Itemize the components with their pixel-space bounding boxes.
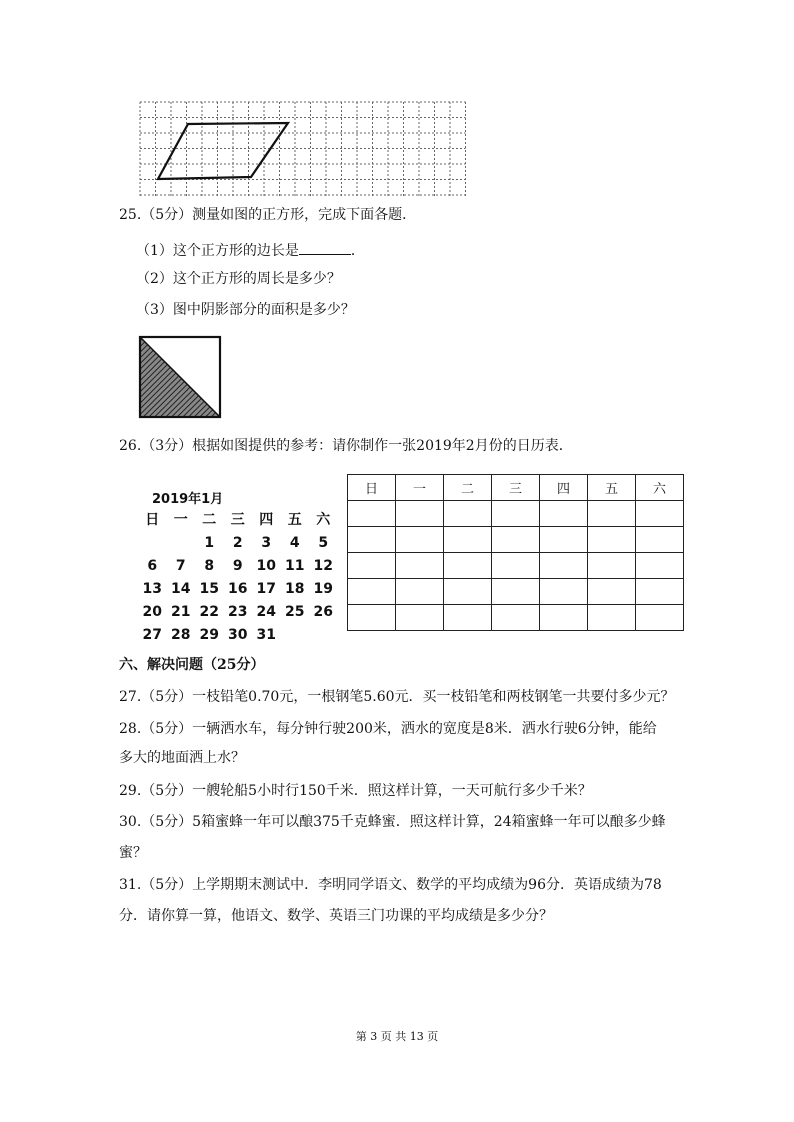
table-cell[interactable] <box>396 605 444 631</box>
table-row <box>348 527 684 553</box>
reference-calendar <box>138 488 338 647</box>
table-header-cell: 六 <box>636 475 684 501</box>
calendar-day: 12 <box>313 558 333 574</box>
table-cell[interactable] <box>588 553 636 579</box>
table-header-cell: 一 <box>396 475 444 501</box>
table-header-cell: 日 <box>348 475 396 501</box>
table-cell[interactable] <box>636 605 684 631</box>
table-header-row <box>348 475 684 501</box>
calendar-day: 31 <box>256 627 276 643</box>
calendar-day <box>167 532 196 555</box>
calendar-day: 4 <box>289 535 300 551</box>
calendar-day: 21 <box>171 604 191 620</box>
calendar-day: 6 <box>147 558 158 574</box>
calendar-day: 23 <box>228 604 248 620</box>
calendar-day: 20 <box>142 604 162 620</box>
question-26-stem: 26.（3分）根据如图提供的参考：请你制作一张2019年2月份的日历表． <box>119 438 573 454</box>
february-calendar-table <box>347 474 684 631</box>
table-cell[interactable] <box>348 553 396 579</box>
calendar-day: 10 <box>256 558 276 574</box>
calendar-day: 7 <box>175 558 186 574</box>
calendar-day: 17 <box>256 581 276 597</box>
table-cell[interactable] <box>348 605 396 631</box>
table-row <box>348 579 684 605</box>
table-cell[interactable] <box>636 501 684 527</box>
sub-1-end: ． <box>350 243 365 259</box>
question-30-cont: 蜜？ <box>119 845 147 861</box>
question-27: 27.（5分）一枝铅笔0.70元，一根钢笔5.60元．买一枝铅笔和两枝钢笔一共要付多少元？ <box>119 689 675 705</box>
calendar-week-row <box>138 532 338 555</box>
table-cell[interactable] <box>396 527 444 553</box>
calendar-day: 13 <box>142 581 162 597</box>
calendar-day: 5 <box>318 535 329 551</box>
table-cell[interactable] <box>588 527 636 553</box>
question-29: 29.（5分）一艘轮船5小时行150千米．照这样计算，一天可航行多少千米？ <box>119 783 592 799</box>
table-cell[interactable] <box>396 553 444 579</box>
table-cell[interactable] <box>492 527 540 553</box>
calendar-week-row <box>138 601 338 624</box>
question-31-cont: 分．请你算一算，他语文、数学、英语三门功课的平均成绩是多少分？ <box>119 908 553 924</box>
calendar-day: 26 <box>313 604 333 620</box>
section-6-title: 六、解决问题（25分） <box>119 657 265 673</box>
calendar-weekday: 日 <box>145 512 160 528</box>
table-header-cell: 四 <box>540 475 588 501</box>
table-cell[interactable] <box>540 527 588 553</box>
table-cell[interactable] <box>492 579 540 605</box>
calendar-day: 11 <box>285 558 305 574</box>
table-cell[interactable] <box>540 501 588 527</box>
table-row <box>348 553 684 579</box>
calendar-day: 15 <box>199 581 219 597</box>
table-cell[interactable] <box>492 553 540 579</box>
question-30: 30.（5分）5箱蜜蜂一年可以酿375千克蜂蜜．照这样计算，24箱蜜蜂一年可以酿多少蜂 <box>119 814 666 830</box>
answer-blank[interactable] <box>299 240 351 255</box>
table-cell[interactable] <box>492 501 540 527</box>
calendar-day: 18 <box>285 581 305 597</box>
table-cell[interactable] <box>396 501 444 527</box>
table-row <box>348 501 684 527</box>
calendar-day <box>281 624 310 647</box>
table-cell[interactable] <box>348 579 396 605</box>
calendar-day: 28 <box>171 627 191 643</box>
calendar-week-row <box>138 624 338 647</box>
table-cell[interactable] <box>348 527 396 553</box>
calendar-week-row <box>138 578 338 601</box>
table-header-cell: 五 <box>588 475 636 501</box>
calendar-weekday-row <box>138 509 338 532</box>
calendar-day: 1 <box>204 535 215 551</box>
table-cell[interactable] <box>444 527 492 553</box>
calendar-day: 22 <box>199 604 219 620</box>
table-cell[interactable] <box>444 605 492 631</box>
table-cell[interactable] <box>588 579 636 605</box>
calendar-day: 9 <box>232 558 243 574</box>
table-cell[interactable] <box>636 579 684 605</box>
calendar-title: 2019年1月 <box>152 492 224 507</box>
square-shaded-figure <box>136 333 226 421</box>
parallelogram <box>158 123 288 179</box>
parallelogram-grid-figure <box>138 100 474 200</box>
calendar-weekday: 六 <box>316 512 331 528</box>
calendar-day: 16 <box>228 581 248 597</box>
calendar-day <box>138 532 167 555</box>
table-cell[interactable] <box>540 605 588 631</box>
calendar-day: 25 <box>285 604 305 620</box>
calendar-day: 30 <box>228 627 248 643</box>
question-31: 31.（5分）上学期期末测试中．李明同学语文、数学的平均成绩为96分．英语成绩为78 <box>119 877 662 893</box>
sub-1-text: （1）这个正方形的边长是 <box>136 243 299 259</box>
calendar-day: 14 <box>171 581 191 597</box>
table-cell[interactable] <box>396 579 444 605</box>
calendar-day: 24 <box>256 604 276 620</box>
table-row <box>348 605 684 631</box>
calendar-week-row <box>138 555 338 578</box>
table-cell[interactable] <box>588 605 636 631</box>
table-cell[interactable] <box>588 501 636 527</box>
calendar-day: 19 <box>313 581 333 597</box>
calendar-day: 3 <box>261 535 272 551</box>
table-cell[interactable] <box>444 579 492 605</box>
table-cell[interactable] <box>540 579 588 605</box>
table-header-cell: 三 <box>492 475 540 501</box>
calendar-weekday: 一 <box>173 512 188 528</box>
calendar-day: 27 <box>142 627 162 643</box>
calendar-weekday: 四 <box>259 512 274 528</box>
table-cell[interactable] <box>636 553 684 579</box>
calendar-weekday: 五 <box>287 512 302 528</box>
question-25-sub-2: （2）这个正方形的周长是多少？ <box>136 271 341 287</box>
question-28-cont: 多大的地面洒上水？ <box>119 750 245 766</box>
question-25-sub-3: （3）图中阴影部分的面积是多少？ <box>136 302 355 318</box>
question-28: 28.（5分）一辆洒水车，每分钟行驶200米，洒水的宽度是8米．洒水行驶6分钟，能给 <box>119 721 657 737</box>
question-25-sub-1 <box>136 240 365 261</box>
table-cell[interactable] <box>636 527 684 553</box>
table-cell[interactable] <box>444 501 492 527</box>
calendar-weekday: 二 <box>202 512 217 528</box>
calendar-day: 8 <box>204 558 215 574</box>
calendar-day: 29 <box>199 627 219 643</box>
calendar-day <box>309 624 338 647</box>
calendar-day: 2 <box>232 535 243 551</box>
table-cell[interactable] <box>444 553 492 579</box>
page-footer: 第 3 页 共 13 页 <box>355 1030 439 1043</box>
table-cell[interactable] <box>348 501 396 527</box>
table-cell[interactable] <box>540 553 588 579</box>
table-header-cell: 二 <box>444 475 492 501</box>
calendar-weekday: 三 <box>230 512 245 528</box>
question-25-stem: 25.（5分）测量如图的正方形，完成下面各题． <box>119 207 417 223</box>
table-cell[interactable] <box>492 605 540 631</box>
